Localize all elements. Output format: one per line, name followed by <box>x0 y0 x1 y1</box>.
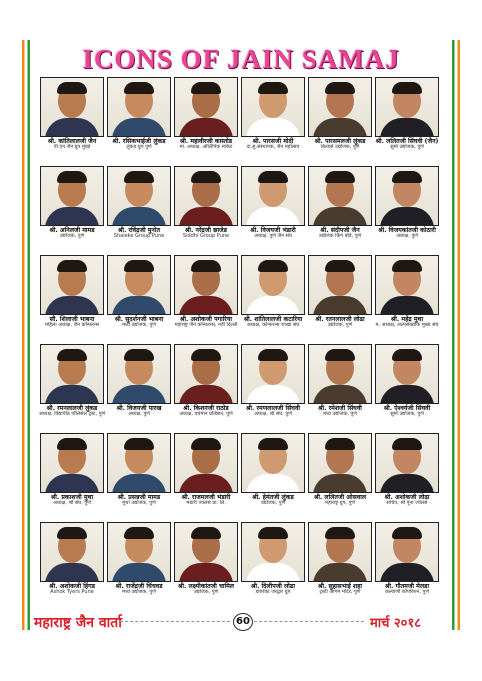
photo-hair <box>57 349 87 361</box>
person-role: मध्य उद्योजक, पुणे <box>122 589 156 595</box>
person-name: श्री. शांतिलालजी कटारिया <box>243 316 303 323</box>
person-role: लुंकड ग्रुप पुणे <box>126 144 152 150</box>
person-name: श्री. रतनलालजी लोढा <box>315 316 365 323</box>
photo-hair <box>258 82 288 94</box>
person-photo <box>375 166 439 226</box>
person-name: श्री. ललितजी सिंघवी (जैन) <box>375 138 439 145</box>
photo-body <box>246 385 300 404</box>
photo-body <box>246 474 300 493</box>
photo-body <box>45 474 99 493</box>
photo-body <box>380 563 434 582</box>
person-card <box>308 344 372 420</box>
person-card <box>107 344 171 420</box>
photo-hair <box>57 171 87 183</box>
person-card <box>241 433 305 509</box>
person-role: डायरेक्ट जरद्वार ग्रुप <box>255 589 291 595</box>
person-card <box>40 166 104 242</box>
person-photo <box>107 166 171 226</box>
photo-hair <box>191 171 221 183</box>
person-role: बिल्डर्स उद्योजक, पुणे <box>320 144 360 150</box>
photo-body <box>179 385 233 404</box>
person-card <box>40 255 104 331</box>
person-photo <box>107 433 171 493</box>
photo-hair <box>191 82 221 94</box>
person-role: मध्य उद्योजक, पुणे <box>323 411 357 417</box>
photo-body <box>112 296 166 315</box>
photo-body <box>246 296 300 315</box>
person-photo <box>375 433 439 493</box>
photo-body <box>380 296 434 315</box>
person-role: महाराष्ट्र ग्रुप, पुणे <box>324 500 356 506</box>
person-photo <box>308 344 372 404</box>
person-role: कल्याणी कॉर्पोरेशन, पुणे <box>385 589 429 595</box>
person-name: श्री. दिलीपजी लोढा <box>251 583 295 590</box>
person-photo <box>308 522 372 582</box>
photo-hair <box>325 260 355 272</box>
person-name: श्री. सुहासभाई शहा <box>318 583 362 590</box>
person-name: श्री. लक्ष्मीकांतजी चामिल <box>178 583 234 590</box>
photo-hair <box>124 82 154 94</box>
photo-hair <box>392 260 422 272</box>
person-name: श्री. रमेशजी सिंघवी <box>318 405 362 412</box>
person-role: मध्य उद्योजक, पुणे <box>122 322 156 328</box>
person-name: श्री. हेमंतजी लुंकड <box>252 494 294 501</box>
person-name: श्री. गौतमजी मेलडा <box>385 583 429 590</box>
person-card <box>174 77 238 153</box>
photo-body <box>246 118 300 137</box>
person-role: पी.एन.जैन ग्रुप मुंबई <box>53 144 91 150</box>
person-role: अध्यक्ष, विद्यापीठ पॉलिसेल ट्रस्ट, पुणे <box>38 411 106 417</box>
person-card <box>40 77 104 153</box>
photo-body <box>380 385 434 404</box>
person-card <box>241 77 305 153</box>
photo-hair <box>325 82 355 94</box>
photo-hair <box>57 527 87 539</box>
photo-hair <box>57 82 87 94</box>
footer-divider-right <box>254 621 364 622</box>
photo-hair <box>325 438 355 450</box>
person-photo <box>375 522 439 582</box>
person-name: श्री. राजमलजी भंडारी <box>181 494 231 501</box>
person-name: श्री. ऐश्वर्यजी सिंघवी <box>383 405 431 412</box>
person-photo <box>241 77 305 137</box>
person-photo <box>174 522 238 582</box>
person-role: अध्यक्ष, पुणे <box>396 233 418 239</box>
photo-hair <box>57 438 87 450</box>
photo-hair <box>392 349 422 361</box>
person-card <box>174 255 238 331</box>
person-name: श्री. अनिलजी मामड <box>49 227 95 234</box>
person-card <box>375 255 439 331</box>
person-name: श्री. प्रकाशजी मुथा <box>50 494 94 501</box>
person-name: श्री. कांतिलालजी जैन <box>47 138 97 145</box>
person-role: Ashok Tyers Pune <box>50 589 94 595</box>
photo-hair <box>191 438 221 450</box>
person-photo <box>308 166 372 226</box>
person-name: श्री. राजेंद्रजी चिंचवड <box>115 583 163 590</box>
person-card <box>107 77 171 153</box>
photo-hair <box>392 438 422 450</box>
person-card <box>40 344 104 420</box>
photo-hair <box>258 260 288 272</box>
person-photo <box>375 344 439 404</box>
photo-body <box>179 296 233 315</box>
person-name: श्री. प्रसन्नजी मामड <box>117 494 161 501</box>
person-role: उद्योजक, पुणे <box>327 322 353 328</box>
person-card <box>308 166 372 242</box>
person-role: अध्यक्ष, पुणे जैन संघ <box>254 233 292 239</box>
person-photo <box>107 77 171 137</box>
photo-body <box>45 118 99 137</box>
person-card <box>107 255 171 331</box>
person-card <box>241 522 305 598</box>
person-role: उद्योजक, पुणे <box>59 233 85 239</box>
person-role: दा.सु.संस्थापक, जैन महोत्सव <box>246 144 300 150</box>
photo-body <box>112 207 166 226</box>
person-role: महाराष्ट्र जैन कॉन्फरन्स, नवी दिल्ली <box>174 322 238 328</box>
photo-hair <box>258 349 288 361</box>
person-name: श्री. रसिकभाईजी लुंकड <box>112 138 166 145</box>
person-role: सचिव, श्री पूना ज्वेलर्स <box>386 500 428 506</box>
person-photo <box>308 77 372 137</box>
photo-body <box>112 563 166 582</box>
left-tricolor-border <box>22 40 30 630</box>
person-name: सौ. शिलाजी भाबना <box>49 316 95 323</box>
photo-hair <box>124 438 154 450</box>
person-photo <box>40 77 104 137</box>
photo-hair <box>258 438 288 450</box>
photo-hair <box>124 260 154 272</box>
footer-divider-left <box>120 621 230 622</box>
magazine-name: महाराष्ट्र जैन वार्ता <box>34 615 122 631</box>
person-photo <box>241 255 305 315</box>
person-name: श्री. विजयजी पारख <box>116 405 162 412</box>
photo-body <box>246 207 300 226</box>
person-name: श्री. पारसजी मोदी <box>252 138 294 145</box>
person-name: श्री. पारसमलजी लुंकड <box>314 138 366 145</box>
person-photo <box>40 433 104 493</box>
person-card <box>375 77 439 153</box>
person-name: श्री. किशनजी राठोड <box>183 405 229 412</box>
photo-hair <box>57 260 87 272</box>
person-name: श्री. अशोकजी हिंगड <box>49 583 95 590</box>
person-card <box>375 344 439 420</box>
person-name: श्री. ललितजी ओसवाल <box>313 494 367 501</box>
person-photo <box>241 433 305 493</box>
person-role: अध्यक्ष, पुणे <box>128 411 150 417</box>
person-name: श्री. विजयजी भंडारी <box>250 227 296 234</box>
person-card <box>308 77 372 153</box>
page-number: 60 <box>233 613 253 631</box>
photo-hair <box>392 171 422 183</box>
photo-body <box>112 474 166 493</box>
person-card <box>375 166 439 242</box>
photo-body <box>313 118 367 137</box>
photo-hair <box>325 349 355 361</box>
photo-body <box>380 474 434 493</box>
photo-body <box>179 118 233 137</box>
photo-body <box>179 474 233 493</box>
person-photo <box>241 344 305 404</box>
person-role: अध्यक्ष, श्री संघ, पुणे <box>53 500 91 506</box>
person-role: अध्यक्ष, कॉन्फरन्स शाखा संघ <box>246 322 300 328</box>
page-title: ICONS OF JAIN SAMAJ <box>82 44 400 74</box>
person-photo <box>174 255 238 315</box>
photo-hair <box>191 260 221 272</box>
person-photo <box>40 344 104 404</box>
photo-body <box>45 207 99 226</box>
person-card <box>308 522 372 598</box>
person-photo <box>174 433 238 493</box>
person-card <box>174 433 238 509</box>
person-card <box>375 433 439 509</box>
person-photo <box>40 522 104 582</box>
photo-hair <box>124 349 154 361</box>
photo-hair <box>258 171 288 183</box>
person-photo <box>375 77 439 137</box>
person-photo <box>308 433 372 493</box>
person-name: श्री. महेंद्र मुथा <box>390 316 424 323</box>
person-card <box>40 522 104 598</box>
issue-date: मार्च २०१८ <box>370 616 421 631</box>
person-photo <box>107 522 171 582</box>
person-name: श्री. अशोकजी पगारिया <box>179 316 233 323</box>
person-name: श्री. रविंद्रजी मुनोत <box>118 227 160 234</box>
person-photo <box>308 255 372 315</box>
person-card <box>107 522 171 598</box>
person-photo <box>174 77 238 137</box>
person-role: मुथा उद्योजक, पुणे <box>122 500 156 506</box>
person-card <box>308 255 372 331</box>
person-name: श्री. अशोकजी लोढा <box>384 494 430 501</box>
photo-hair <box>325 527 355 539</box>
photo-hair <box>392 527 422 539</box>
person-name: श्री. महावीरजी कास्तोड <box>179 138 233 145</box>
person-card <box>308 433 372 509</box>
photo-body <box>45 385 99 404</box>
person-role: सुमो उद्योजक, पुणे <box>390 144 424 150</box>
person-card <box>241 166 305 242</box>
person-photo <box>241 522 305 582</box>
photo-body <box>179 207 233 226</box>
photo-body <box>112 385 166 404</box>
person-name: श्री. विजयकांतजी कोठारी <box>378 227 436 234</box>
person-card <box>40 433 104 509</box>
person-name: श्री. संदीपजी जैन <box>320 227 360 234</box>
person-card <box>174 166 238 242</box>
person-role: म. अध्यक्ष, अल्पसंख्यांक मुख्य संघ <box>375 322 439 328</box>
person-photo <box>174 166 238 226</box>
person-photo <box>40 255 104 315</box>
right-tricolor-border <box>452 40 460 630</box>
person-photo <box>107 255 171 315</box>
person-photo <box>375 255 439 315</box>
person-card <box>375 522 439 598</box>
photo-hair <box>124 171 154 183</box>
photo-body <box>380 207 434 226</box>
photo-hair <box>325 171 355 183</box>
photo-body <box>246 563 300 582</box>
person-card <box>107 166 171 242</box>
photo-body <box>313 207 367 226</box>
person-card <box>174 522 238 598</box>
person-card <box>107 433 171 509</box>
person-role: मा. अध्यक्ष, ऑलिंपिक मार्केट <box>179 144 233 150</box>
person-name: श्री. नरेंद्रजी छाजेड <box>185 227 227 234</box>
person-role: उद्योजक, पुणे <box>193 589 219 595</box>
person-role: उद्योजक, पुणे <box>260 500 286 506</box>
person-role: ट्रस्टी आगम मंदिर, पुणे <box>319 589 361 595</box>
person-photo <box>40 166 104 226</box>
photo-body <box>313 563 367 582</box>
photo-body <box>179 563 233 582</box>
person-photo <box>174 344 238 404</box>
person-role: भंडारी ज्वलर्स प्रा. लि. <box>185 500 226 506</box>
photo-hair <box>392 82 422 94</box>
person-role: अध्यक्ष, श्री संघ, पुणे <box>254 411 292 417</box>
photo-body <box>112 118 166 137</box>
photo-hair <box>258 527 288 539</box>
person-role: Siddhi Group Pune <box>182 233 230 239</box>
person-card <box>241 344 305 420</box>
person-name: श्री. सुदर्शनजी भाबना <box>114 316 164 323</box>
person-photo <box>241 166 305 226</box>
photo-body <box>313 296 367 315</box>
person-name: श्री. रमणलालजी सिंघवी <box>245 405 301 412</box>
photo-hair <box>191 349 221 361</box>
photo-hair <box>191 527 221 539</box>
photo-body <box>313 385 367 404</box>
person-name: श्री. रमनलालजी लुंकड <box>46 405 98 412</box>
photo-hair <box>124 527 154 539</box>
person-card <box>241 255 305 331</box>
person-card <box>174 344 238 420</box>
person-role: Shaleke Group Pune <box>113 233 165 239</box>
person-photo <box>107 344 171 404</box>
person-role: महिला अध्यक्ष, जैन कॉन्फरन्स <box>44 322 100 328</box>
photo-body <box>380 118 434 137</box>
person-role: अध्यक्ष, वर्धमान प्रतिष्ठान, पुणे <box>179 411 233 417</box>
person-role: सुमो उद्योजक, पुणे <box>390 411 424 417</box>
photo-body <box>45 563 99 582</box>
photo-body <box>313 474 367 493</box>
photo-body <box>45 296 99 315</box>
person-role: उद्योजक किंग बोर्ड, पुणे <box>318 233 362 239</box>
